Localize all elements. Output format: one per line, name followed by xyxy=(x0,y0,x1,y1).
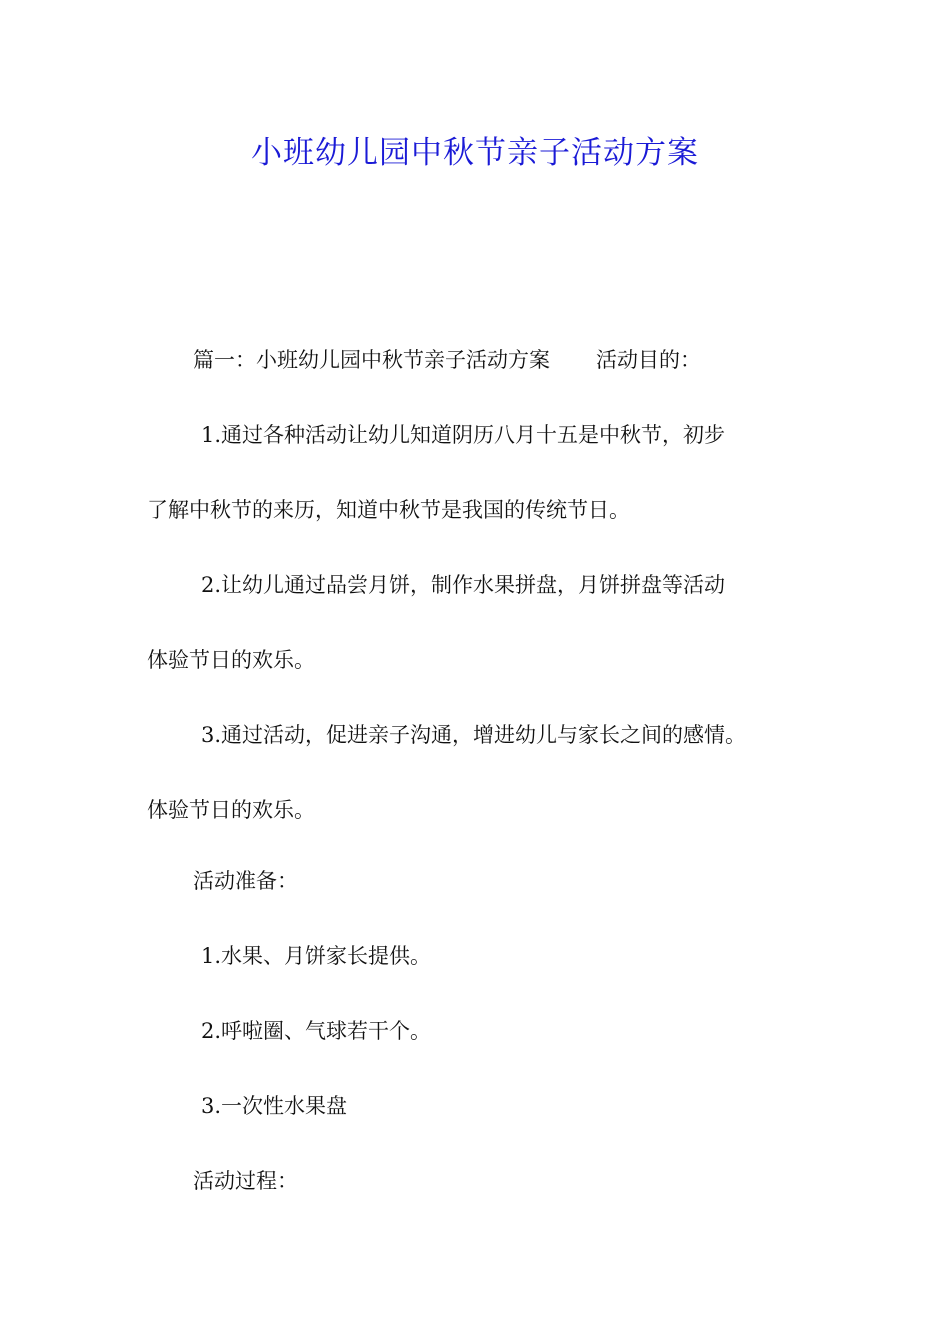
paragraph-line: 1.水果、月饼家长提供。 xyxy=(201,944,432,968)
paragraph-line: 体验节日的欢乐。 xyxy=(147,648,315,672)
paragraph-line: 3.一次性水果盘 xyxy=(201,1094,348,1118)
paragraph-line: 2.让幼儿通过品尝月饼，制作水果拼盘，月饼拼盘等活动 xyxy=(201,573,726,597)
paragraph-line: 活动过程： xyxy=(193,1169,298,1193)
paragraph-line: 1.通过各种活动让幼儿知道阴历八月十五是中秋节，初步 xyxy=(201,423,726,447)
section-heading: 篇一：小班幼儿园中秋节亲子活动方案 xyxy=(193,348,550,372)
document-title: 小班幼儿园中秋节亲子活动方案 xyxy=(251,135,699,171)
paragraph-line: 活动准备： xyxy=(193,869,298,893)
paragraph-line: 体验节日的欢乐。 xyxy=(147,798,315,822)
paragraph-line: 了解中秋节的来历，知道中秋节是我国的传统节日。 xyxy=(147,498,630,522)
subheading-purpose: 活动目的： xyxy=(596,348,701,372)
paragraph-line: 3.通过活动，促进亲子沟通，增进幼儿与家长之间的感情。 xyxy=(201,723,747,747)
paragraph-line: 2.呼啦圈、气球若干个。 xyxy=(201,1019,432,1043)
paragraph-line xyxy=(193,345,701,375)
